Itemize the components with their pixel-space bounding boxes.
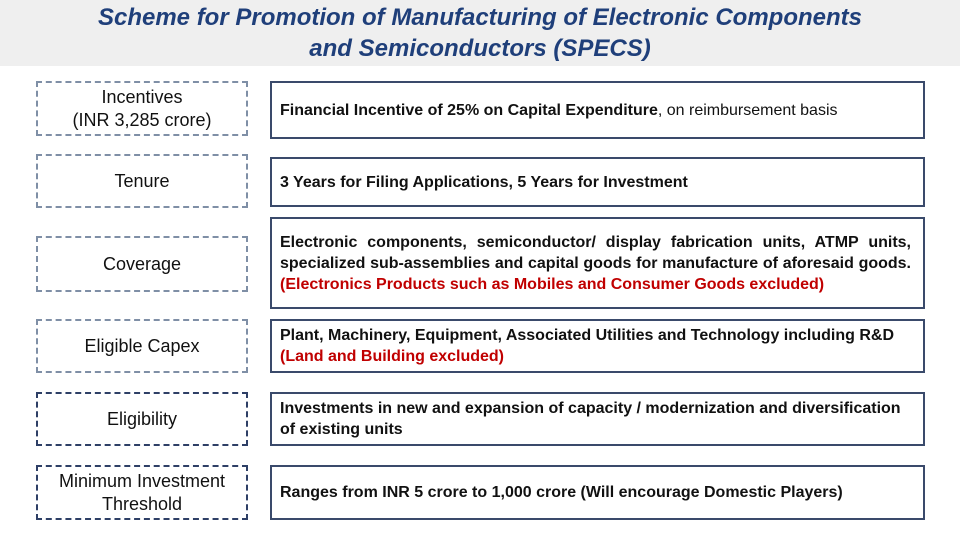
desc-incentives-normal: , on reimbursement basis: [657, 101, 838, 119]
desc-coverage-bold: Electronic components, semiconductor/ display fabrication units, ATMP units, specialized sub-assemblies and capital goods for manufacture of aforesaid goods.: [280, 233, 911, 272]
label-box-eligible-capex: [36, 319, 248, 373]
label-eligible-capex: Eligible Capex: [84, 335, 200, 356]
desc-coverage-excluded: (Electronics Products such as Mobiles and Consumer Goods excluded): [280, 275, 825, 293]
desc-minimum-investment: Ranges from INR 5 crore to 1,000 crore (Will encourage Domestic Players): [280, 484, 843, 501]
label-box-incentives: [36, 81, 248, 136]
label-minimum-investment-line2: Threshold: [101, 493, 183, 514]
desc-eligibility: Investments in new and expansion of capacity / modernization and diversification of existing units: [280, 400, 901, 438]
label-eligibility: Eligibility: [106, 408, 178, 429]
desc-box-minimum-investment: [270, 465, 925, 520]
slide-title-line1: Scheme for Promotion of Manufacturing of Electronic Components: [97, 4, 863, 31]
desc-box-tenure: [270, 157, 925, 207]
label-box-tenure: [36, 154, 248, 208]
label-incentives-line2: (INR 3,285 crore): [72, 109, 212, 130]
slide-title: [0, 2, 960, 64]
label-incentives-line1: Incentives: [101, 86, 183, 107]
slide-title-line2: and Semiconductors (SPECS): [309, 35, 651, 62]
desc-box-eligibility: [270, 392, 925, 446]
desc-incentives: [280, 100, 838, 121]
desc-box-coverage: [270, 217, 925, 309]
label-minimum-investment-line1: Minimum Investment: [58, 470, 226, 491]
label-box-coverage: [36, 236, 248, 292]
desc-coverage: [280, 232, 911, 295]
desc-eligible-capex: [280, 325, 911, 367]
label-coverage: Coverage: [102, 253, 182, 274]
desc-eligible-capex-excluded: (Land and Building excluded): [280, 348, 504, 365]
desc-tenure: 3 Years for Filing Applications, 5 Years for Investment: [280, 173, 688, 191]
desc-box-incentives: [270, 81, 925, 139]
desc-incentives-bold: Financial Incentive of 25% on Capital Expenditure: [280, 101, 658, 119]
label-tenure: Tenure: [114, 170, 170, 191]
desc-eligible-capex-bold: Plant, Machinery, Equipment, Associated Utilities and Technology including R&D: [280, 327, 894, 344]
desc-box-eligible-capex: [270, 319, 925, 373]
label-box-minimum-investment: [36, 465, 248, 520]
label-box-eligibility: [36, 392, 248, 446]
